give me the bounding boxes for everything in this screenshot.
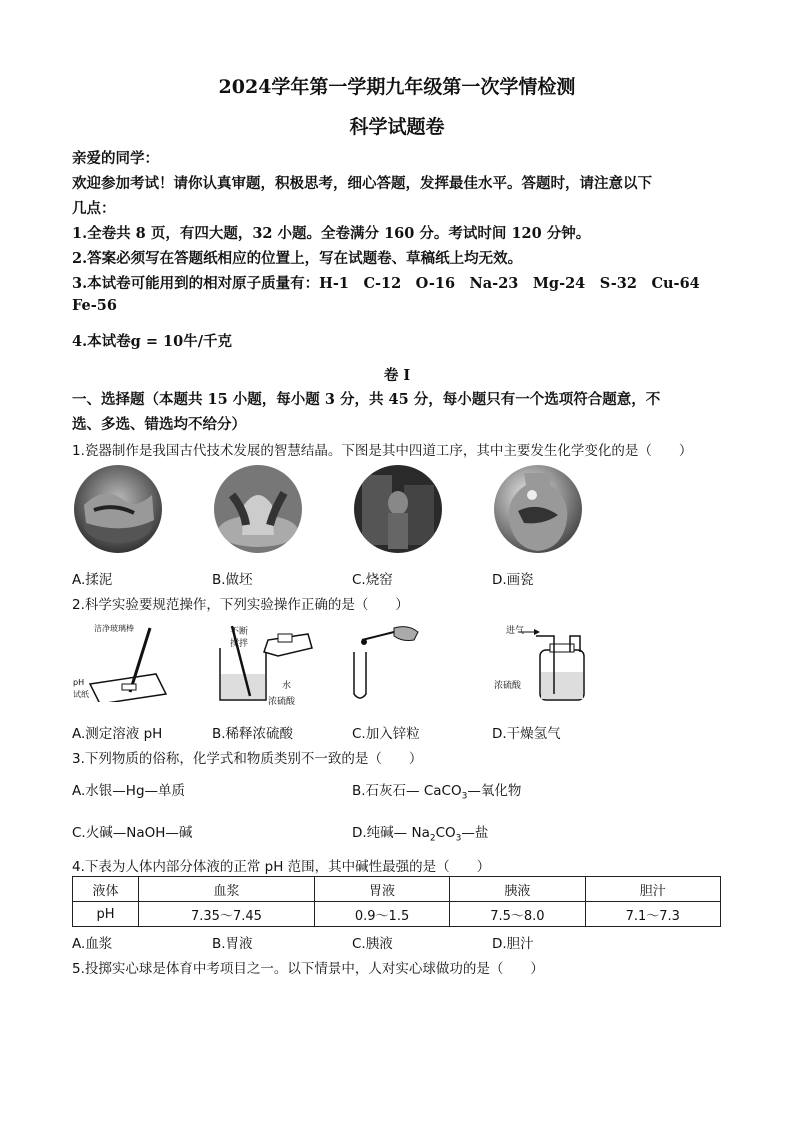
table-cell: 胃液: [314, 877, 449, 902]
q2-stem: 2.科学实验要规范操作，下列实验操作正确的是（ ）: [72, 597, 409, 613]
q1-option-a: A.揉泥: [72, 572, 113, 588]
label-glass-rod: 洁净玻璃棒: [94, 624, 134, 633]
note-4: 4.本试卷g = 10牛/千克: [72, 333, 232, 350]
kiln-firing-photo: [354, 465, 442, 553]
table-cell: 血浆: [139, 877, 315, 902]
table-row: [73, 877, 721, 902]
q1-option-c: C.烧窑: [352, 572, 393, 588]
kneading-clay-photo: [74, 465, 162, 553]
q1-stem: 1.瓷器制作是我国古代技术发展的智慧结晶。下图是其中四道工序，其中主要发生化学变化的是（ ）: [72, 443, 693, 459]
exam-subtitle: 科学试题卷: [349, 116, 445, 138]
table-cell: 7.35～7.45: [139, 902, 315, 927]
q2-option-b: B.稀释浓硫酸: [212, 726, 294, 742]
dilution-diagram: [208, 622, 338, 702]
q4-option-b: B.胃液: [212, 936, 253, 952]
label-test-paper: 试纸: [73, 690, 89, 699]
table-cell: 液体: [73, 877, 139, 902]
intro-line-2: 几点：: [72, 200, 116, 217]
q4-stem: 4.下表为人体内部分体液的正常 pH 范围，其中碱性最强的是（ ）: [72, 859, 491, 875]
add-zinc-diagram: [348, 622, 478, 702]
table-cell: 7.5～8.0: [450, 902, 585, 927]
painted-porcelain-photo: [494, 465, 582, 553]
label-conc-acid-b: 浓硫酸: [268, 697, 296, 707]
label-keep: 不断: [230, 627, 249, 637]
greeting: 亲爱的同学：: [72, 150, 159, 167]
table-cell: 胆汁: [585, 877, 720, 902]
q3-option-b: B.石灰石— CaCO$_3$—氧化物: [352, 783, 522, 802]
q4-option-a: A.血浆: [72, 936, 113, 952]
q2-option-a: A.测定溶液 pH: [72, 726, 163, 742]
note-2: 2.答案必须写在答题纸相应的位置上，写在试题卷、草稿纸上均无效。: [72, 250, 523, 267]
label-water: 水: [282, 681, 292, 691]
label-stir: 搅拌: [230, 639, 249, 649]
label-gas-in: 进气: [506, 626, 525, 636]
q2-option-c: C.加入锌粒: [352, 726, 420, 742]
section-title: 卷 I: [383, 367, 411, 384]
note-3: 3.本试卷可能用到的相对原子质量有：H-1 C-12 O-16 Na-23 Mg-24 S-32 Cu-64: [72, 275, 700, 292]
table-row: [73, 902, 721, 927]
part1-heading-1: 一、选择题（本题共 15 小题，每小题 3 分，共 45 分，每小题只有一个选项符合题意，不: [72, 391, 661, 408]
q1-option-b: B.做坯: [212, 572, 253, 588]
q5-stem: 5.投掷实心球是体育中考项目之一。以下情景中，人对实心球做功的是（ ）: [72, 961, 544, 977]
label-conc-acid-d: 浓硫酸: [494, 681, 522, 691]
intro-line-1: 欢迎参加考试！请你认真审题，积极思考，细心答题，发挥最佳水平。答题时，请注意以下: [72, 175, 652, 192]
q3-option-c: C.火碱—NaOH—碱: [72, 825, 193, 841]
shaping-pottery-photo: [214, 465, 302, 553]
note-3-cont: Fe-56: [72, 297, 117, 314]
table-cell: 7.1～7.3: [585, 902, 720, 927]
q4-option-d: D.胆汁: [492, 936, 534, 952]
note-1: 1.全卷共 8 页，有四大题，32 小题。全卷满分 160 分。考试时间 120 分钟。: [72, 225, 591, 242]
ph-table: [72, 876, 721, 927]
table-cell: pH: [73, 902, 139, 927]
q3-option-d: D.纯碱— $Na_2CO_3—$盐: [352, 825, 489, 844]
q4-option-c: C.胰液: [352, 936, 393, 952]
q3-stem: 3.下列物质的俗称，化学式和物质类别不一致的是（ ）: [72, 751, 423, 767]
label-ph: pH: [73, 678, 85, 687]
q3-option-a: A.水银—Hg—单质: [72, 783, 186, 799]
q2-option-d: D.干燥氢气: [492, 726, 561, 742]
ph-test-diagram: [70, 622, 200, 702]
exam-title: 2024学年第一学期九年级第一次学情检测: [218, 76, 576, 98]
q1-option-d: D.画瓷: [492, 572, 534, 588]
table-cell: 0.9～1.5: [314, 902, 449, 927]
part1-heading-2: 选、多选、错选均不给分）: [72, 416, 246, 433]
table-cell: 胰液: [450, 877, 585, 902]
